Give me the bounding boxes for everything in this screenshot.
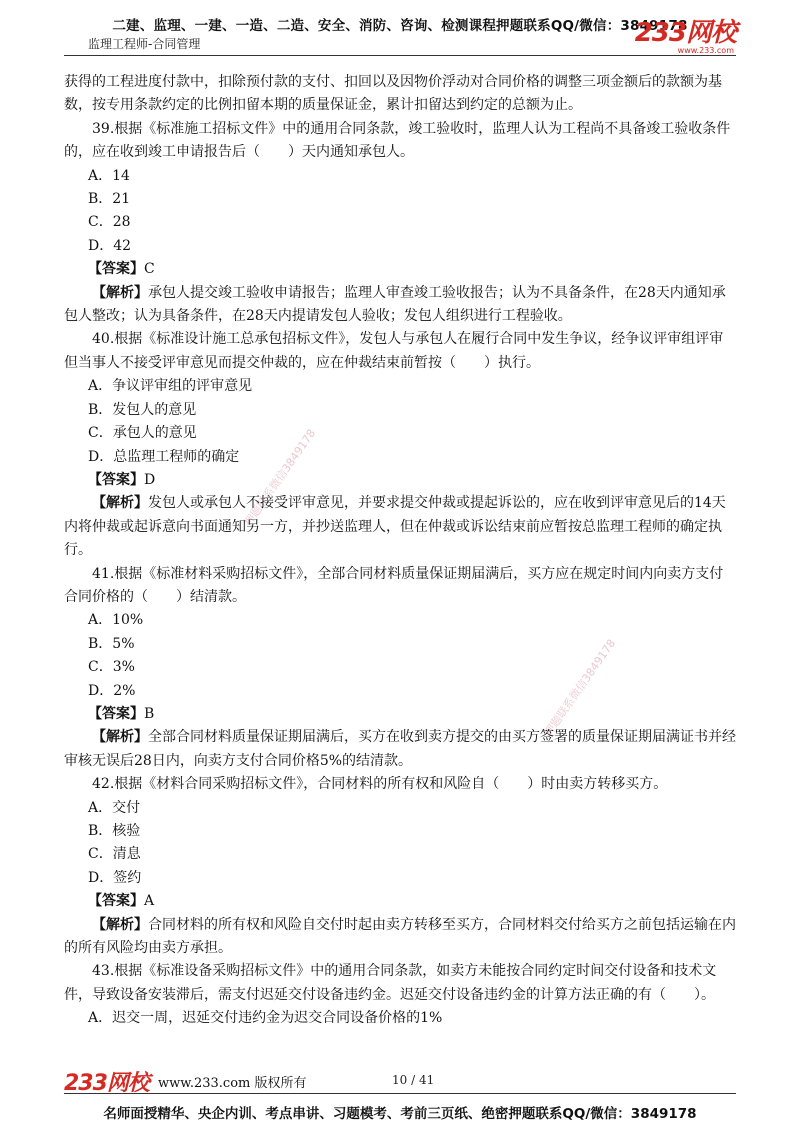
question-42-option-b: B．核验 (88, 823, 141, 839)
question-40-option-b: B．发包人的意见 (88, 401, 197, 418)
answer-label: 【答案】 (88, 261, 144, 278)
footer-logo: 233网校 (64, 1071, 149, 1096)
watermark-bottom: 押题联系微信3849178 (541, 636, 619, 739)
analysis-text: 全部合同材料质量保证期届满后，买方在收到卖方提交的由买方签署的质量保证期届满证书并经审核无误后28日内，向卖方支付合同价格5%的结清款。 (64, 729, 736, 769)
question-42-option-a: A．交付 (88, 799, 141, 816)
question-41-answer (64, 703, 736, 726)
question-39-answer (64, 258, 736, 281)
question-42-option-d: D．签约 (88, 869, 142, 886)
header-subtitle: 监理工程师-合同管理 (88, 37, 201, 51)
answer-value: B (144, 705, 155, 722)
answer-value: D (144, 471, 156, 488)
brand-logo-url: www.233.com (677, 46, 734, 55)
question-41-stem: 41.根据《标准材料采购招标文件》，全部合同材料质量保证期届满后，买方应在规定时间内向卖方支付合同价格的（ ）结清款。 (64, 565, 724, 605)
question-43-option-a: A．迟交一周，迟延交付违约金为迟交合同设备价格的1% (88, 1010, 443, 1027)
answer-value: C (144, 261, 155, 278)
question-40-option-d: D．总监理工程师的确定 (88, 448, 240, 465)
question-42-analysis (64, 914, 736, 961)
answer-label: 【答案】 (88, 471, 144, 488)
watermark-top: 押题联系微信3849178 (241, 426, 319, 529)
brand-logo (635, 20, 736, 55)
brand-logo-mark: 233网校 (634, 18, 736, 48)
header-ad-text: 二建、监理、一建、一造、二造、安全、消防、咨询、检测课程押题联系QQ/微信：3849178 (112, 18, 688, 34)
footer-copyright: www.233.com 版权所有 (158, 1076, 307, 1091)
question-41-option-d: D．2% (88, 682, 136, 699)
question-39-option-b: B．21 (88, 191, 131, 208)
question-39-option-d: D．42 (88, 237, 132, 254)
question-40-stem: 40.根据《标准设计施工总承包招标文件》，发包人与承包人在履行合同中发生争议，经争议评审组评审但当事人不接受评审意见而提交仲裁的，应在仲裁结束前暂按（ ）执行。 (64, 331, 724, 371)
question-42-answer (64, 890, 736, 913)
header-divider (64, 55, 736, 56)
analysis-label: 【解析】 (92, 729, 148, 746)
page-number: 10 / 41 (392, 1073, 435, 1087)
question-40-answer (64, 469, 736, 492)
analysis-label: 【解析】 (92, 916, 148, 933)
analysis-text: 承包人提交竣工验收申请报告；监理人审查竣工验收报告；认为不具备条件，在28天内通知承包人整改；认为具备条件，在28天内提请发包人验收；发包人组织进行工程验收。 (64, 284, 726, 325)
question-41-option-b: B．5% (88, 635, 135, 652)
question-42-option-c: C．清息 (88, 846, 141, 863)
question-41-option-c: C．3% (88, 659, 135, 676)
analysis-label: 【解析】 (92, 495, 148, 512)
analysis-label: 【解析】 (92, 284, 148, 301)
question-43-stem: 43.根据《标准设备采购招标文件》中的通用合同条款，如卖方未能按合同约定时间交付设备和技术文件，导致设备安装滞后，需支付迟延交付设备违约金。迟延交付设备违约金的计算方法正确的有（ ）。 (64, 963, 717, 1003)
document-body (64, 71, 736, 1031)
answer-value: A (144, 893, 155, 910)
question-40-option-c: C．承包人的意见 (88, 425, 197, 442)
question-41-analysis (64, 726, 736, 773)
answer-label: 【答案】 (88, 893, 144, 910)
analysis-text: 发包人或承包人不接受评审意见，并要求提交仲裁或提起诉讼的，应在收到评审意见后的14天内将仲裁或起诉意向书面通知另一方，并抄送监理人，但在仲裁或诉讼结束前应暂按总监理工程师的确定执行。 (64, 495, 726, 559)
question-40-analysis (64, 492, 736, 562)
analysis-text: 合同材料的所有权和风险自交付时起由卖方转移至买方，合同材料交付给买方之前包括运输在内的所有风险均由卖方承担。 (64, 916, 736, 957)
question-41-option-a: A．10% (88, 612, 144, 629)
question-39-option-c: C．28 (88, 214, 131, 231)
answer-label: 【答案】 (88, 705, 144, 722)
intro-paragraph: 获得的工程进度付款中，扣除预付款的支付、扣回以及因物价浮动对合同价格的调整三项金额后的款额为基数，按专用条款约定的比例扣留本期的质量保证金，累计扣留达到约定的总额为止。 (64, 74, 722, 114)
question-39-stem: 39.根据《标准施工招标文件》中的通用合同条款，竣工验收时，监理人认为工程尚不具备竣工验收条件的，应在收到竣工申请报告后（ ）天内通知承包人。 (64, 120, 731, 161)
question-39-analysis (64, 282, 736, 329)
footer-divider (64, 1093, 736, 1094)
question-39-option-a: A．14 (88, 167, 130, 184)
footer-ad-text: 名师面授精华、央企内训、考点串讲、习题模考、考前三页纸、绝密押题联系QQ/微信：3849178 (103, 1106, 697, 1122)
question-42-stem: 42.根据《材料合同采购招标文件》，合同材料的所有权和风险自（ ）时由卖方转移买方。 (92, 776, 668, 793)
question-40-option-a: A．争议评审组的评审意见 (88, 378, 253, 395)
